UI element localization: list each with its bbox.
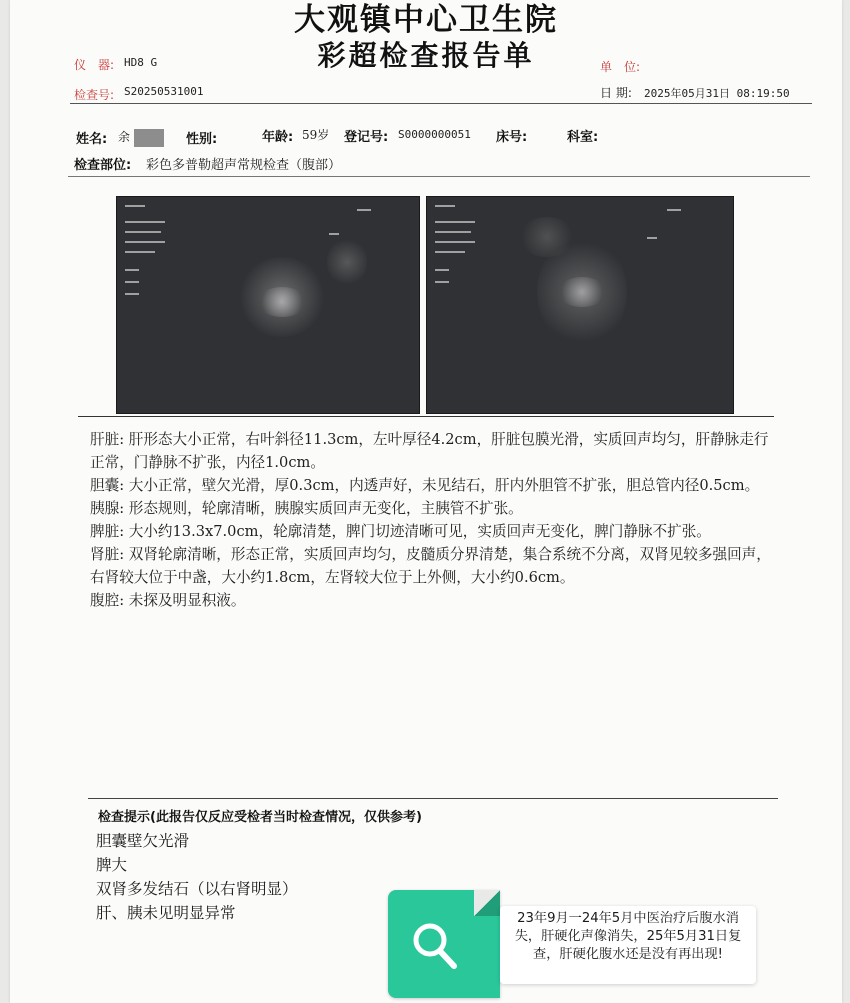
hint-item: 胆囊壁欠光滑 — [96, 832, 190, 850]
image-divider — [78, 416, 774, 417]
ultrasound-image-right — [426, 196, 734, 414]
hint-title: 检查提示(此报告仅反应受检者当时检查情况，仅供参考) — [98, 810, 422, 825]
bed-label: 床号: — [496, 130, 528, 145]
finding-gallbladder: 胆囊: 大小正常，壁欠光滑，厚0.3cm，内透声好，未见结石，肝内外胆管不扩张，胆总管内径0.5cm。 — [90, 477, 760, 494]
finding-abdomen: 腹腔: 未探及明显积液。 — [90, 592, 246, 609]
hospital-name: 大观镇中心卫生院 — [294, 2, 558, 38]
reg-value: S0000000051 — [398, 128, 471, 141]
finding-spleen: 脾脏: 大小约13.3x7.0cm，轮廓清楚，脾门切迹清晰可见，实质回声无变化，脾门静脉不扩张。 — [90, 523, 711, 540]
hint-list — [96, 829, 298, 925]
name-redaction — [134, 129, 164, 147]
dept-label: 科室: — [567, 130, 599, 145]
date-label: 日 期: — [600, 86, 632, 100]
name-label: 姓名: — [76, 132, 108, 147]
header-divider — [70, 103, 812, 104]
finding-pancreas: 胰腺: 形态规则，轮廓清晰，胰腺实质回声无变化，主胰管不扩张。 — [90, 500, 523, 517]
patient-divider — [68, 176, 810, 177]
hint-item: 肝、胰未见明显异常 — [96, 904, 236, 922]
report-paper — [10, 0, 842, 1003]
finding-liver: 肝脏: 肝形态大小正常，右叶斜径11.3cm，左叶厚径4.2cm，肝脏包膜光滑，实质回声均匀，肝静脉走行正常，门静脉不扩张，内径1.0cm。 — [90, 431, 769, 471]
exam-no-value: S20250531001 — [124, 85, 204, 98]
age-label: 年龄: — [262, 130, 294, 145]
tab-fold-corner — [474, 890, 500, 916]
instrument-label: 仪 器: — [74, 58, 115, 72]
instrument-value: HD8 G — [124, 56, 158, 69]
note-callout: 23年9月一24年5月中医治疗后腹水消失，肝硬化声像消失，25年5月31日复查，肝硬化腹水还是没有再出现! — [500, 906, 756, 984]
hint-item: 双肾多发结石（以右肾明显） — [96, 880, 298, 898]
finding-kidney: 肾脏: 双肾轮廓清晰，形态正常，实质回声均匀，皮髓质分界清楚，集合系统不分离，双肾见较多强回声，右肾较大位于中盏，大小约1.8cm，左肾较大位于上外侧，大小约0.6cm。 — [90, 546, 771, 586]
unit-label: 单 位: — [600, 60, 641, 74]
hint-item: 脾大 — [96, 856, 128, 874]
gender-label: 性别: — [186, 132, 218, 147]
age-value: 59岁 — [302, 128, 330, 142]
exam-no-label: 检查号: — [74, 88, 115, 102]
exam-part-value: 彩色多普勒超声常规检查（腹部） — [146, 158, 342, 173]
report-title: 彩超检查报告单 — [317, 39, 535, 72]
reg-label: 登记号: — [344, 130, 389, 145]
hint-divider — [88, 798, 778, 799]
ultrasound-image-left — [116, 196, 420, 414]
name-value: 余 — [118, 128, 164, 147]
findings-section — [90, 428, 780, 612]
exam-part-label: 检查部位: — [74, 158, 132, 173]
date-value: 2025年05月31日 08:19:50 — [644, 87, 790, 100]
